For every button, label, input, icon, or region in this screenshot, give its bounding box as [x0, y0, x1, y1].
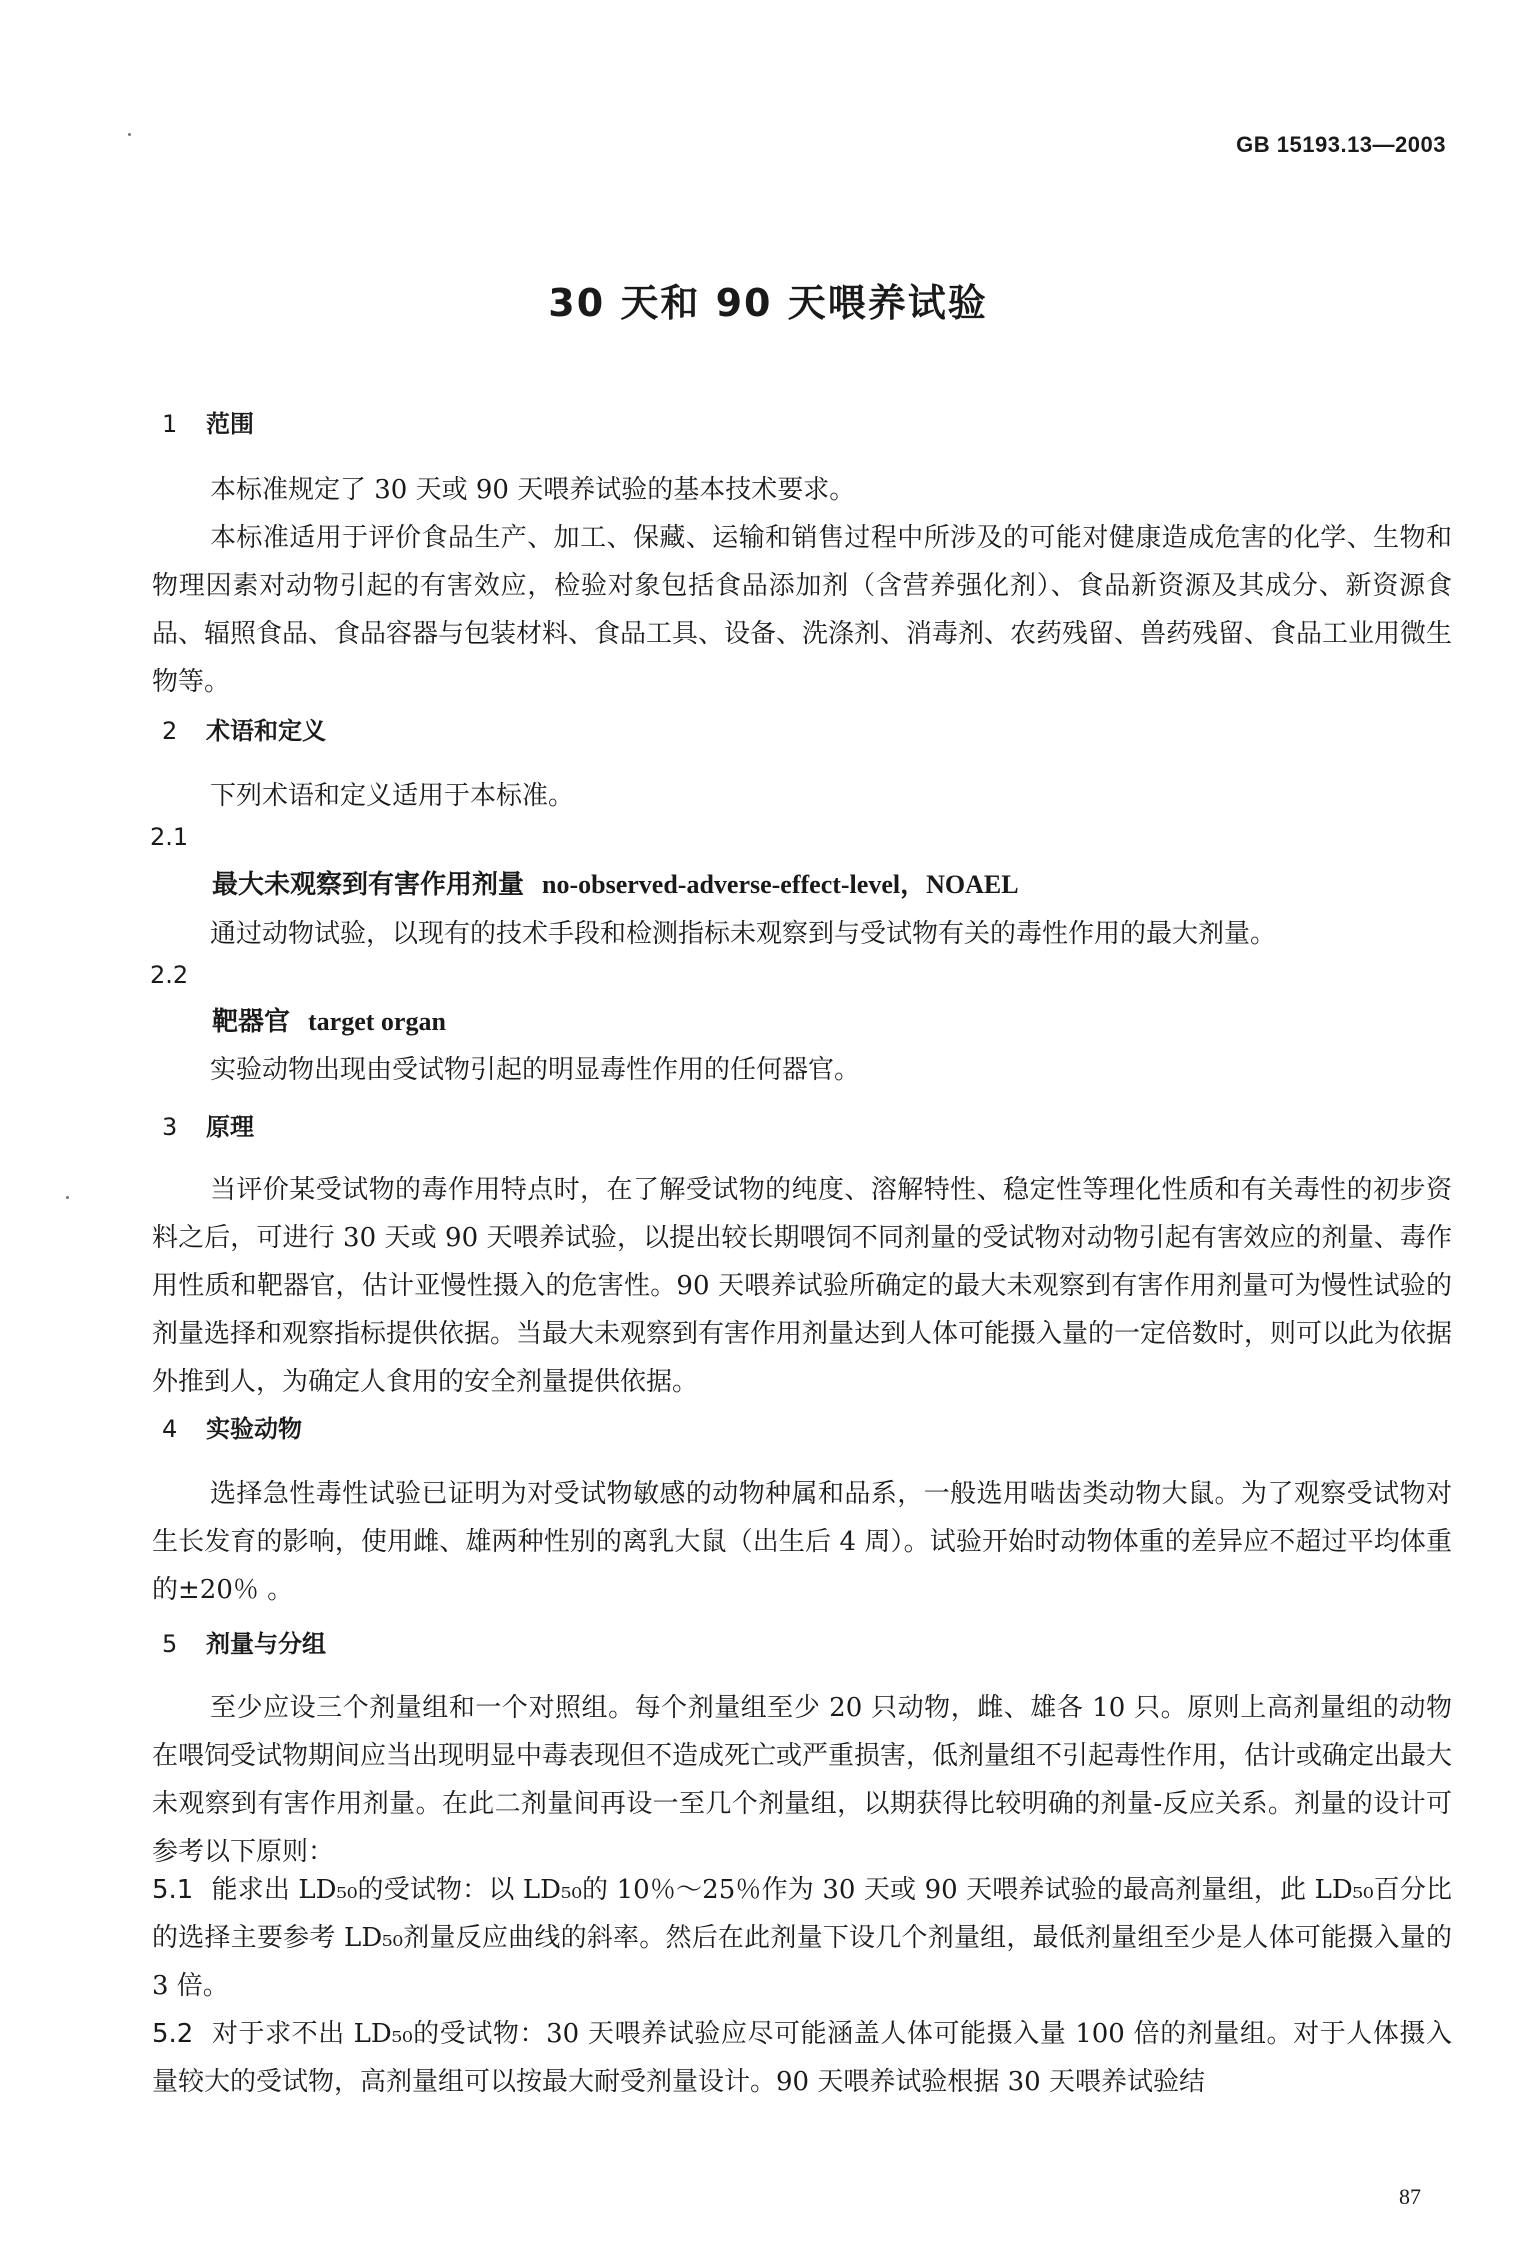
term-noael — [212, 868, 1019, 902]
section-number: 2 — [162, 717, 178, 745]
subsection-text: 能求出 LD₅₀的受试物：以 LD₅₀的 10％～25％作为 30 天或 90 天喂养试验的最高剂量组，此 LD₅₀百分比的选择主要参考 LD₅₀剂量反应曲线的斜率。然后在此剂量下设几个剂量组，最低剂量组至少是人体可能摄入量的 3 倍。 — [152, 1875, 1452, 2001]
document-title: 30 天和 90 天喂养试验 — [548, 281, 988, 325]
subsection-2-2-number: 2.2 — [150, 961, 189, 989]
section-5-paragraph-1: 至少应设三个剂量组和一个对照组。每个剂量组至少 20 只动物，雌、雄各 10 只。原则上高剂量组的动物在喂饲受试物期间应当出现明显中毒表现但不造成死亡或严重损害，低剂量组不引起毒性作用，估计或确定出最大未观察到有害作用剂量。在此二剂量间再设一至几个剂量组，以期获得比较明确的剂量-反应关系。剂量的设计可参考以下原则： — [152, 1693, 1453, 1867]
section-number: 3 — [162, 1113, 178, 1141]
section-4-paragraph-1: 选择急性毒性试验已证明为对受试物敏感的动物种属和品系，一般选用啮齿类动物大鼠。为了观察受试物对生长发育的影响，使用雌、雄两种性别的离乳大鼠（出生后 4 周）。试验开始时动物体重的差异应不超过平均体重的±20％ 。 — [152, 1479, 1452, 1605]
section-1-paragraph-2: 本标准适用于评价食品生产、加工、保藏、运输和销售过程中所涉及的可能对健康造成危害的化学、生物和物理因素对动物引起的有害效应，检验对象包括食品添加剂（含营养强化剂）、食品新资源及其成分、新资源食品、辐照食品、食品容器与包装材料、食品工具、设备、洗涤剂、消毒剂、农药残留、兽药残留、食品工业用微生物等。 — [152, 523, 1453, 697]
subsection-text: 对于求不出 LD₅₀的受试物：30 天喂养试验应尽可能涵盖人体可能摄入量 100 倍的剂量组。对于人体摄入量较大的受试物，高剂量组可以按最大耐受剂量设计。90 天喂养试验根据 30 天喂养试验结 — [152, 2019, 1452, 2097]
section-2-intro: 下列术语和定义适用于本标准。 — [210, 781, 575, 811]
section-title: 术语和定义 — [206, 717, 326, 745]
section-title: 范围 — [206, 410, 254, 438]
section-number: 1 — [162, 410, 178, 438]
section-3-heading — [162, 1110, 254, 1144]
subsection-2-1-number: 2.1 — [150, 823, 189, 851]
section-number: 5 — [162, 1630, 178, 1658]
section-3-paragraph-1: 当评价某受试物的毒作用特点时，在了解受试物的纯度、溶解特性、稳定性等理化性质和有关毒性的初步资料之后，可进行 30 天或 90 天喂养试验，以提出较长期喂饲不同剂量的受试物对动物引起有害效应的剂量、毒作用性质和靶器官，估计亚慢性摄入的危害性。90 天喂养试验所确定的最大未观察到有害作用剂量可为慢性试验的剂量选择和观察指标提供依据。当最大未观察到有害作用剂量达到人体可能摄入量的一定倍数时，则可以此为依据外推到人，为确定人食用的安全剂量提供依据。 — [152, 1175, 1453, 1397]
term-en: no-observed-adverse-effect-level，NOAEL — [542, 870, 1019, 899]
term-target-organ-definition: 实验动物出现由受试物引起的明显毒性作用的任何器官。 — [210, 1055, 861, 1085]
page-number: 87 — [1399, 2184, 1421, 2209]
section-1-heading — [162, 407, 254, 441]
scan-speck — [66, 1196, 69, 1199]
scan-speck — [128, 133, 131, 136]
section-number: 4 — [162, 1415, 178, 1443]
subsection-number: 5.2 — [152, 2019, 194, 2049]
section-title: 实验动物 — [206, 1415, 302, 1443]
term-en: target organ — [308, 1007, 446, 1036]
term-noael-definition: 通过动物试验，以现有的技术手段和检测指标未观察到与受试物有关的毒性作用的最大剂量。 — [210, 919, 1277, 949]
section-title: 原理 — [206, 1113, 254, 1141]
term-cn: 最大未观察到有害作用剂量 — [212, 870, 525, 900]
term-target-organ — [212, 1005, 446, 1039]
section-2-heading — [162, 714, 326, 748]
subsection-5-1 — [152, 1866, 1452, 2010]
section-1-paragraph-1: 本标准规定了 30 天或 90 天喂养试验的基本技术要求。 — [210, 475, 856, 505]
section-5-heading — [162, 1627, 326, 1661]
term-cn: 靶器官 — [212, 1007, 291, 1037]
section-title: 剂量与分组 — [206, 1630, 326, 1658]
standard-code: GB 15193.13—2003 — [1236, 132, 1446, 157]
section-4-heading — [162, 1412, 302, 1446]
subsection-5-2 — [152, 2010, 1452, 2106]
subsection-number: 5.1 — [152, 1875, 194, 1905]
